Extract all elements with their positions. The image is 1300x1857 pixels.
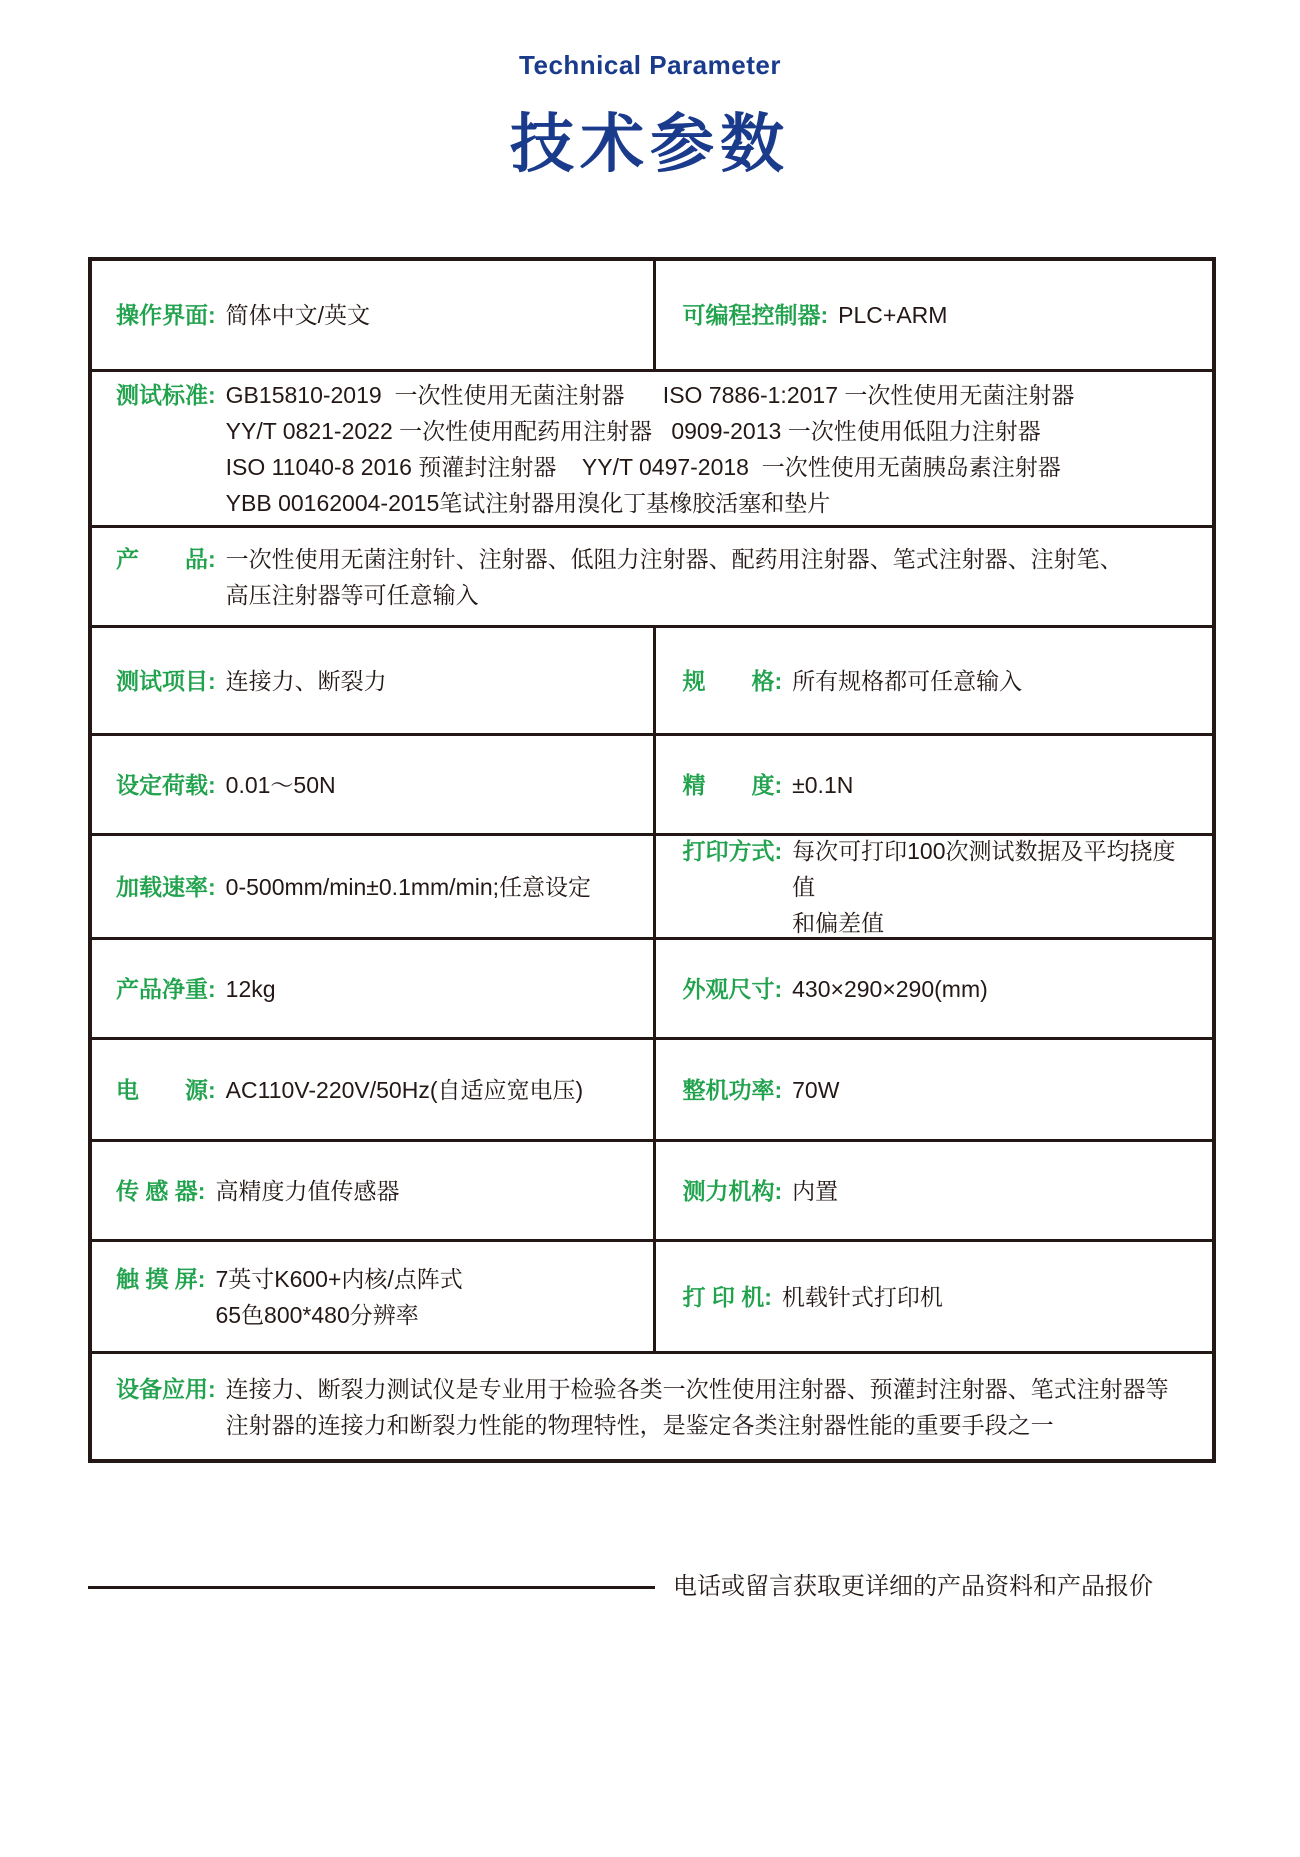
param-value	[792, 767, 853, 803]
param-value	[226, 767, 336, 803]
param-value-line: AC110V-220V/50Hz(自适应宽电压)	[225, 1076, 584, 1103]
param-value	[226, 869, 591, 905]
param-value-line: 连接力、断裂力	[225, 667, 387, 694]
table-row	[92, 1351, 1212, 1459]
page-footer	[88, 1572, 1216, 1602]
table-cell	[92, 628, 656, 733]
param-label: 外观尺寸:	[682, 975, 783, 1002]
param-value-line: 每次可打印100次测试数据及平均挠度值	[792, 837, 1176, 900]
table-cell	[92, 1354, 1212, 1459]
param-value-line: 7英寸K600+内核/点阵式	[215, 1265, 463, 1292]
param-value-line: 12kg	[225, 975, 276, 1002]
param-label: 整机功率:	[682, 1076, 783, 1103]
table-cell	[656, 736, 1212, 833]
param-value-line: 内置	[792, 1177, 839, 1204]
param-value-line: 高压注射器等可任意输入	[225, 581, 479, 608]
param-label: 设备应用:	[116, 1375, 216, 1402]
param-label: 测试标准:	[116, 381, 216, 408]
param-label: 电 源:	[116, 1076, 216, 1103]
param-label: 产品净重:	[116, 975, 216, 1002]
param-label: 规 格:	[682, 667, 783, 694]
table-row	[92, 625, 1212, 733]
param-value	[226, 663, 387, 699]
param-value-line: YY/T 0821-2022 一次性使用配药用注射器 0909-2013 一次性使用低阻力注射器	[225, 417, 1041, 444]
table-row	[92, 937, 1212, 1037]
param-value-line: 0.01～50N	[225, 771, 336, 798]
param-value-line: 和偏差值	[792, 909, 885, 936]
parameters-table	[88, 257, 1216, 1463]
table-cell	[92, 836, 656, 937]
table-row	[92, 1139, 1212, 1239]
param-value-line: 注射器的连接力和断裂力性能的物理特性，是鉴定各类注射器性能的重要手段之一	[225, 1411, 1054, 1438]
table-row	[92, 525, 1212, 625]
table-cell	[656, 1040, 1212, 1139]
param-value-line: PLC+ARM	[838, 302, 948, 328]
param-value-line: ISO 11040-8 2016 预灌封注射器 YY/T 0497-2018 一次性使用无菌胰岛素注射器	[225, 453, 1061, 480]
param-label: 设定荷载:	[116, 771, 216, 798]
table-cell	[656, 1242, 1212, 1351]
param-value-line: 70W	[792, 1076, 840, 1103]
table-row	[92, 1037, 1212, 1139]
param-value-line: 0-500mm/min±0.1mm/min;任意设定	[225, 873, 592, 900]
param-value	[226, 377, 1075, 521]
param-label: 加载速率:	[116, 873, 216, 900]
param-value	[215, 1173, 399, 1209]
param-value	[226, 541, 1123, 613]
param-value	[792, 1072, 839, 1108]
param-label: 可编程控制器:	[682, 302, 829, 328]
param-value	[792, 1173, 838, 1209]
param-value-line: GB15810-2019 一次性使用无菌注射器 ISO 7886-1:2017 一次性使用无菌注射器	[225, 381, 1075, 408]
param-value-line: 一次性使用无菌注射针、注射器、低阻力注射器、配药用注射器、笔式注射器、注射笔、	[225, 545, 1123, 572]
param-value-line: YBB 00162004-2015笔试注射器用溴化丁基橡胶活塞和垫片	[225, 489, 831, 516]
param-value	[215, 1261, 462, 1333]
param-value	[226, 1072, 583, 1108]
footer-divider-line	[88, 1586, 655, 1589]
page-header	[0, 0, 1300, 185]
table-cell	[92, 1242, 656, 1351]
table-cell	[92, 736, 656, 833]
subtitle-english: Technical Parameter	[519, 50, 781, 80]
param-label: 触 摸 屏:	[116, 1265, 206, 1292]
table-row	[92, 1239, 1212, 1351]
table-row	[92, 733, 1212, 833]
param-label: 精 度:	[682, 771, 783, 798]
param-value	[792, 833, 1198, 941]
param-value-line: 机载针式打印机	[781, 1283, 943, 1310]
param-value-line: 65色800*480分辨率	[215, 1301, 419, 1328]
param-label: 测试项目:	[116, 667, 216, 694]
param-label: 传 感 器:	[116, 1177, 206, 1204]
table-cell	[656, 1142, 1212, 1239]
param-value-line: 连接力、断裂力测试仪是专业用于检验各类一次性使用注射器、预灌封注射器、笔式注射器等	[225, 1375, 1169, 1402]
table-cell	[656, 940, 1212, 1037]
param-label: 操作界面:	[116, 302, 216, 328]
table-cell	[92, 261, 656, 369]
table-cell	[92, 940, 656, 1037]
table-cell	[92, 1040, 656, 1139]
param-value	[838, 297, 947, 333]
table-row	[92, 833, 1212, 937]
footer-note: 电话或留言获取更详细的产品资料和产品报价	[673, 1573, 1153, 1600]
table-row	[92, 261, 1212, 369]
param-label: 打 印 机:	[682, 1283, 772, 1310]
table-cell	[656, 628, 1212, 733]
param-label: 产 品:	[116, 545, 216, 572]
table-cell	[92, 1142, 656, 1239]
table-cell	[92, 528, 1212, 625]
table-cell	[656, 261, 1212, 369]
param-value-line: 简体中文/英文	[225, 302, 371, 328]
page-title: 技术参数	[510, 108, 790, 180]
param-value	[226, 971, 276, 1007]
table-cell	[92, 372, 1212, 525]
param-value-line: ±0.1N	[792, 771, 854, 798]
param-label: 测力机构:	[682, 1177, 783, 1204]
param-value	[792, 971, 988, 1007]
param-value	[782, 1279, 943, 1315]
param-label: 打印方式:	[682, 837, 783, 864]
table-row	[92, 369, 1212, 525]
param-value-line: 430×290×290(mm)	[792, 975, 988, 1002]
param-value-line: 高精度力值传感器	[215, 1177, 400, 1204]
param-value	[226, 1371, 1169, 1443]
param-value	[792, 663, 1022, 699]
table-cell	[656, 836, 1212, 937]
param-value	[226, 297, 370, 333]
param-value-line: 所有规格都可任意输入	[792, 667, 1023, 694]
